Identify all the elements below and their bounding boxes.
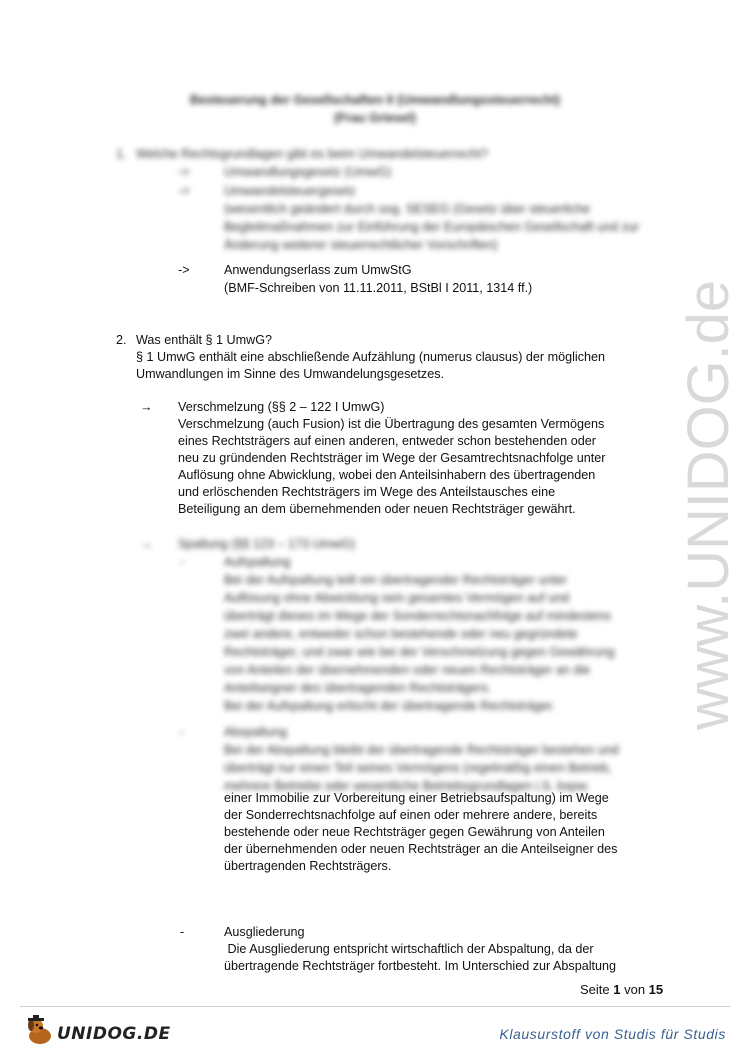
paragraph-line: mehrere Betriebe oder wesentliche Betriebsgrundlagen i.S. bspw.	[224, 779, 590, 793]
paragraph-line: übertragenden Rechtsträgers.	[224, 859, 392, 873]
paragraph-line: Bei der Abspaltung bleibt der übertragende Rechtsträger bestehen und	[224, 743, 619, 757]
subsection-heading: Ausgliederung	[224, 925, 305, 939]
list-item-line: Änderung weiterer steuerrechtlicher Vorschriften)	[224, 238, 498, 252]
page-prefix: Seite	[580, 982, 614, 997]
paragraph-line: Auflösung ohne Abwicklung sein gesamtes Vermögen auf und	[224, 591, 570, 605]
paragraph-line: Umwandlungen im Sinne des Umwandelungsgesetzes.	[136, 367, 445, 381]
paragraph-line: Die Ausgliederung entspricht wirtschaftlich der Abspaltung, da der	[224, 942, 594, 956]
section-question: Welche Rechtsgrundlagen gibt es beim Umwandelsteuerrecht?	[136, 147, 488, 161]
page-current: 1	[613, 982, 621, 997]
footer-slogan: Klausurstoff von Studis für Studis	[499, 1026, 726, 1042]
subsection-heading: Abspaltung	[224, 725, 288, 739]
section-question: Was enthält § 1 UmwG?	[136, 333, 273, 347]
subsection-heading: Aufspaltung	[224, 555, 291, 569]
dash-marker: -	[180, 725, 185, 739]
list-item-line: Umwandlungsgesetz (UmwG)	[224, 165, 392, 179]
paragraph-line: einer Immobilie zur Vorbereitung einer Betriebsaufspaltung) im Wege	[224, 791, 609, 805]
logo-text: UNIDOG.DE	[57, 1024, 171, 1044]
subsection-heading: Verschmelzung (§§ 2 – 122 I UmwG)	[178, 400, 385, 414]
document-title: Besteuerung der Gesellschaften II (Umwandlungssteuerrecht)	[189, 93, 561, 107]
paragraph-line: Beteiligung an dem übernehmenden oder neuen Rechtsträger gewährt.	[178, 502, 576, 516]
list-item-line: (BMF-Schreiben von 11.11.2011, BStBl I 2011, 1314 ff.)	[224, 281, 533, 295]
list-item-line: Umwandelsteuergesetz	[224, 184, 356, 198]
paragraph-line: Auflösung ohne Abwicklung, wobei den Anteilsinhabern des übertragenden	[178, 468, 596, 482]
page-number	[580, 982, 663, 997]
paragraph-line: Anteilseigner des übertragenden Rechtsträgers.	[224, 681, 492, 695]
paragraph-line: zwei andere, entweder schon bestehende oder neu gegründete	[224, 627, 578, 641]
list-item-line: Begleitmaßnahmen zur Einführung der Europäischen Gesellschaft und zur	[224, 220, 640, 234]
dog-logo-icon	[24, 1014, 58, 1053]
watermark	[640, 270, 750, 740]
paragraph-line: der übernehmenden oder neuen Rechtsträger an die Anteilseigner des	[224, 842, 618, 856]
section-number: 1.	[116, 147, 127, 161]
paragraph-line: bestehende oder neue Rechtsträger gegen Gewährung von Anteilen	[224, 825, 605, 839]
section-number: 2.	[116, 333, 127, 347]
arrow-marker: ->	[178, 184, 190, 198]
arrow-marker: ->	[178, 263, 190, 277]
paragraph-line: übertragende Rechtsträger fortbesteht. Im Unterschied zur Abspaltung	[224, 959, 617, 973]
paragraph-line: Bei der Aufspaltung erlischt der übertragende Rechtsträger.	[224, 699, 556, 713]
paragraph-line: Rechtsträger, und zwar wie bei der Verschmelzung gegen Gewährung	[224, 645, 615, 659]
arrow-icon: →	[140, 537, 153, 551]
page-mid: von	[620, 982, 649, 997]
footer-divider	[20, 1006, 730, 1007]
paragraph-line: eines Rechtsträgers auf einen anderen, entweder schon bestehenden oder	[178, 434, 596, 448]
paragraph-line: überträgt nur einen Teil seines Vermögens (regelmäßig einen Betrieb,	[224, 761, 612, 775]
paragraph-line: überträgt dieses im Wege der Sonderrechtsnachfolge auf mindestens	[224, 609, 611, 623]
paragraph-line: von Anteilen der übernehmenden oder neuen Rechtsträger an die	[224, 663, 591, 677]
arrow-marker: ->	[178, 165, 190, 179]
arrow-icon: →	[140, 400, 153, 414]
paragraph-line: Bei der Aufspaltung teilt ein übertragender Rechtsträger unter	[224, 573, 568, 587]
dash-marker: -	[180, 925, 185, 939]
paragraph-line: Verschmelzung (auch Fusion) ist die Übertragung des gesamten Vermögens	[178, 417, 605, 431]
document-subtitle: (Frau Griesel)	[334, 111, 416, 125]
paragraph-line: und erlöschenden Rechtsträgers im Wege des Anteilstausches eine	[178, 485, 556, 499]
page-total: 15	[648, 982, 664, 997]
paragraph-line: neu zu gründenden Rechtsträger im Wege der Gesamtrechtsnachfolge unter	[178, 451, 606, 465]
watermark-text: www.UNIDOG.de	[676, 278, 741, 730]
subsection-heading: Spaltung (§§ 123 – 173 UmwG)	[178, 537, 356, 551]
list-item-line: (wesentlich geändert durch sog. SESEG (Gesetz über steuerliche	[224, 202, 591, 216]
dash-marker: -	[180, 555, 185, 569]
paragraph-line: der Sonderrechtsnachfolge auf einen oder mehrere andere, bereits	[224, 808, 598, 822]
paragraph-line: § 1 UmwG enthält eine abschließende Aufzählung (numerus clausus) der möglichen	[136, 350, 606, 364]
list-item-line: Anwendungserlass zum UmwStG	[224, 263, 412, 277]
